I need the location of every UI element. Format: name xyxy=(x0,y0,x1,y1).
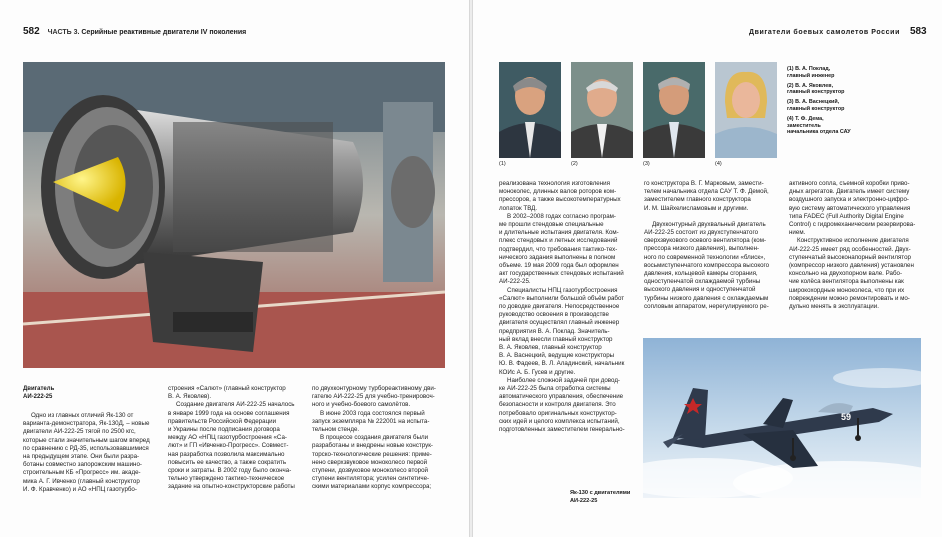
text-line: лопаток ТВД. xyxy=(499,204,538,212)
portrait-label: (2) xyxy=(571,161,578,167)
text-line: ступени, дозвуковое моноколесо второй xyxy=(312,467,428,475)
portrait-1 xyxy=(499,62,561,158)
left-header xyxy=(23,26,246,37)
text-line: задание на опытно-конструкторские работы xyxy=(168,483,295,491)
jet-caption-line: АИ-222-25 xyxy=(570,497,598,504)
jet-photo xyxy=(643,338,921,498)
text-line: Наиболее сложной задачей при довод- xyxy=(507,376,620,384)
right-column-1 xyxy=(499,180,639,434)
text-line: одноступенчатой охлаждаемой турбины xyxy=(644,278,761,286)
text-line: в январе 1999 года на основе соглашения xyxy=(168,409,290,417)
text-line: В. А. Яковлев, главный конструктор xyxy=(499,344,602,352)
text-line: и длительные испытания двигателя. Ком- xyxy=(499,229,619,237)
running-title: Двигатели боевых самолетов России xyxy=(749,29,900,36)
text-line: плекс стендовых и летных исследований xyxy=(499,237,618,245)
text-line: нического задания выполнены в полном xyxy=(499,253,616,261)
persons-list xyxy=(787,66,853,139)
text-line: скими материалами корпус компрессора; xyxy=(312,483,432,491)
jet-caption xyxy=(570,490,630,505)
text-line: Ю. В. Фадеев, В. Л. Аладинский, начальник xyxy=(499,360,625,368)
text-line: высокого давления и одноступенчатой xyxy=(644,286,756,294)
text-line: подготовленных заместителем генерально- xyxy=(499,426,625,434)
text-line: ступенчатый высоконапорный вентилятор xyxy=(789,253,911,261)
text-line: разработаны и внедрены новые конструк- xyxy=(312,442,433,450)
text-line: акт государственных стендовых испытаний xyxy=(499,270,624,278)
text-line: (компрессор низкого давления) установлен xyxy=(789,262,914,270)
text-line: реализована технология изготовления xyxy=(499,180,610,187)
text-line: повысить ее качество, а также сократить xyxy=(168,458,287,466)
left-column-2 xyxy=(168,385,308,492)
text-line: ная разработка позволила максимально xyxy=(168,450,285,458)
text-line: строительным КБ «Прогресс» им. акаде- xyxy=(23,469,141,477)
right-header xyxy=(749,26,927,37)
engine-photo xyxy=(23,62,445,368)
text-line: И. Ф. Кравченко) и АО «НПЦ газотурбо- xyxy=(23,485,137,493)
text-line: запуск экземпляра № 222001 на испыта- xyxy=(312,417,430,425)
portrait-label: (1) xyxy=(499,161,506,167)
right-page xyxy=(473,0,942,537)
text-line: потребовало оригинальных конструктор- xyxy=(499,409,617,417)
left-column-1 xyxy=(23,412,161,494)
text-line: го конструктора В. Г. Марковым, замести- xyxy=(644,180,764,187)
right-column-2 xyxy=(644,180,784,311)
text-line: В июне 2003 года состоялся первый xyxy=(320,409,425,417)
text-line: типа FADEC (Full Authority Digital Engine xyxy=(789,212,904,220)
text-line: торско-технологические решения: приме- xyxy=(312,450,432,458)
text-line: по двухконтурному турбореактивному дви- xyxy=(312,385,436,392)
text-line: Конструктивное исполнение двигателя xyxy=(797,237,909,245)
text-line: АИ-222-25. xyxy=(499,278,531,286)
text-line: сопловым аппаратом, нерегулируемого ре- xyxy=(644,302,769,310)
text-line: В. А. Яковлев). xyxy=(168,393,212,401)
text-line: АИ-222-25 имеет ряд особенностей. Двух- xyxy=(789,245,911,253)
text-line: по доводке двигателя. Непосредственное xyxy=(499,303,620,311)
engine-caption xyxy=(23,386,54,401)
person-caption: (2) В. А. Яковлев, главный конструктор xyxy=(787,82,845,96)
left-page-number: 582 xyxy=(23,26,40,37)
text-line: правительств Российской Федерации xyxy=(168,417,277,425)
text-line: Control) с гидромеханическим резервирова- xyxy=(789,221,916,229)
text-line: варианта-демонстратора, Як-130Д, – новые xyxy=(23,420,150,428)
text-line: И. М. Шайхелисламовым и другими. xyxy=(644,204,749,212)
text-line: которые стали значительным шагом вперед xyxy=(23,436,150,444)
text-line: тельно утверждено тактико-техническое xyxy=(168,475,285,483)
text-line: по сравнению с РД-35, использовавшимися xyxy=(23,444,149,452)
text-line: ного и учебно-боевого самолётов. xyxy=(312,401,411,409)
person-caption: (4) Т. Ф. Дема, заместитель начальника отдела САУ xyxy=(787,115,851,136)
text-line: лют» и ГП «Ивченко-Прогресс». Совмест- xyxy=(168,442,289,450)
text-line: автоматического управления, обеспечение xyxy=(499,393,624,401)
text-line: прессоров, а также высокотемпературных xyxy=(499,196,621,204)
text-line: безопасности и контроля двигателя. Это xyxy=(499,401,616,409)
text-line: телем начальника отдела САУ Т. Ф. Демой, xyxy=(644,188,769,196)
text-line: двигатели АИ-222-25 тягой по 2500 кгс, xyxy=(23,428,136,436)
engine-caption-line: Двигатель xyxy=(23,386,55,392)
text-line: ке АИ-222-25 была отработка системы xyxy=(499,385,611,393)
jet-caption-line: Як-130 с двигателями xyxy=(570,490,631,496)
chapter-title: Серийные реактивные двигатели IV поколения xyxy=(81,29,247,36)
right-column-3 xyxy=(789,180,935,311)
text-line: моноколес, длинных валов роторов ком- xyxy=(499,188,617,196)
text-line: нено сверхзвуковое моноколесо первой xyxy=(312,458,428,466)
text-line: мика А. Г. Ивченко (главный конструктор xyxy=(23,477,140,485)
chapter-label: ЧАСТЬ 3. xyxy=(47,29,80,36)
text-line: объеме. 19 мая 2009 года был оформлен xyxy=(499,262,619,270)
text-line: Создание двигателя АИ-222-25 началось xyxy=(176,401,295,409)
text-line: дных агрегатов. Двигатель имеет систему xyxy=(789,188,910,196)
portrait-label: (4) xyxy=(715,161,722,167)
text-line: Двухконтурный двухвальный двигатель xyxy=(652,220,766,228)
text-line: заместителем главного конструктора xyxy=(644,196,751,204)
text-line: КОИс А. Б. Гусев и другие. xyxy=(499,368,576,376)
text-line: на предыдущем этапе. Они были разра- xyxy=(23,453,140,461)
text-line: «Салют» выполнили большой объём работ xyxy=(499,294,625,302)
text-line: турбины низкого давления с охлаждаемым xyxy=(644,294,769,302)
text-line: вую систему автоматического управления xyxy=(789,204,911,212)
text-line: гателю АИ-222-25 для учебно-тренировоч- xyxy=(312,393,435,401)
text-line: ный вклад внесли главный конструктор xyxy=(499,335,613,343)
text-line: дульно менять в эксплуатации. xyxy=(789,303,879,311)
text-line: Одно из главных отличий Як-130 от xyxy=(31,412,134,419)
portrait-4 xyxy=(715,62,777,158)
text-line: нием. xyxy=(789,229,806,237)
text-line: активного сопла, съемной коробки приво- xyxy=(789,180,910,187)
text-line: воздушного запуска и электронно-цифро- xyxy=(789,196,909,204)
text-line: В. А. Васнецкий, ведущие конструкторы xyxy=(499,352,615,360)
text-line: консольно на двухопорном вале. Рабо- xyxy=(789,270,903,278)
left-page xyxy=(0,0,469,537)
text-line: ских идей и целого комплекса испытаний, xyxy=(499,417,620,425)
portrait-2 xyxy=(571,62,633,158)
text-line: и Украины после подписания договора xyxy=(168,426,280,434)
text-line: между АО «НПЦ газотурбостроения «Са- xyxy=(168,434,287,442)
jet-tail-number: 59 xyxy=(841,412,852,422)
person-caption: (1) В. А. Поклад, главный инженер xyxy=(787,66,835,79)
text-line: руководство освоения в производстве xyxy=(499,311,609,319)
text-line: чие колёса вентилятора выполнены как xyxy=(789,278,904,286)
text-line: повреждении можно ремонтировать и мо- xyxy=(789,294,910,302)
text-line: восьмиступенчатого компрессора высокого xyxy=(644,261,770,269)
text-line: подтвердил, что требования тактико-тех- xyxy=(499,245,618,253)
portrait-label: (3) xyxy=(643,161,650,167)
text-line: тельном стенде. xyxy=(312,426,360,434)
person-caption: (3) В. А. Васнецкий, главный конструктор xyxy=(787,99,845,112)
text-line: В процессе создания двигателя были xyxy=(320,434,429,442)
text-line: предприятия В. А. Поклад. Значитель- xyxy=(499,327,610,335)
text-line: ме прошли стендовые специальные xyxy=(499,221,604,229)
text-line: АИ-222-25 состоит из двухступенчатого xyxy=(644,229,759,237)
text-line: двигателя осуществлял главный инженер xyxy=(499,319,620,327)
text-line: ботаны совместно запорожским машино- xyxy=(23,461,142,469)
text-line: строения «Салют» (главный конструктор xyxy=(168,385,286,392)
left-column-3 xyxy=(312,385,457,492)
portrait-3 xyxy=(643,62,705,158)
text-line: Специалисты НПЦ газотурбостроения xyxy=(507,286,618,294)
text-line: ного по современной технологии «блиск», xyxy=(644,253,766,261)
engine-caption-line: АИ-222-25 xyxy=(23,393,53,400)
text-line: В 2002–2008 годах согласно програм- xyxy=(507,212,616,220)
right-page-number: 583 xyxy=(909,26,927,37)
text-line: ступени вентилятора; усилен синтетиче- xyxy=(312,475,430,483)
text-line: давления, кольцевой камеры сгорания, xyxy=(644,270,758,278)
text-line: прессора низкого давления), выполнен- xyxy=(644,245,760,253)
text-line: сроки и затраты. В 2002 году было оконча- xyxy=(168,467,292,475)
text-line: широкохордные моноколеса, что при их xyxy=(789,286,905,294)
text-line: сверхзвукового осевого вентилятора (ком- xyxy=(644,237,767,245)
